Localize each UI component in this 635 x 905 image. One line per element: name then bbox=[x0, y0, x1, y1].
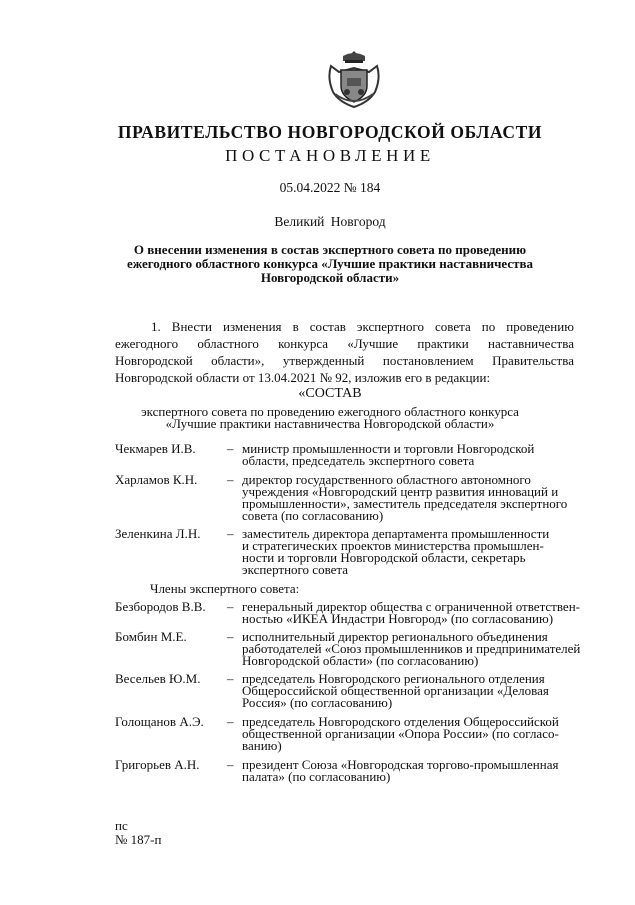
document-type: ПОСТАНОВЛЕНИЕ bbox=[225, 146, 435, 165]
word: экспертного bbox=[356, 319, 424, 334]
word: конкурса bbox=[278, 336, 329, 351]
member-name: Чекмарев И.В. bbox=[115, 441, 196, 456]
member-role bbox=[242, 443, 592, 467]
paragraph-line bbox=[115, 318, 574, 335]
composition-title: «СОСТАВ bbox=[298, 386, 362, 401]
role-line: ностью «ИКЕА Индастри Новгород» (по согласованию) bbox=[242, 611, 554, 626]
member-name: Голощанов А.Э. bbox=[115, 714, 204, 729]
role-line: председатель Новгородского отделения Общероссийской bbox=[242, 714, 559, 729]
word: наставничества bbox=[487, 336, 574, 351]
dash: – bbox=[227, 441, 234, 456]
word: 1. bbox=[151, 319, 161, 334]
role-line: работодателей «Союз промышленников и предпринимателей bbox=[242, 641, 581, 656]
word: по bbox=[481, 319, 496, 334]
role-line: Общероссийской общественной организации «Деловая bbox=[242, 683, 549, 698]
role-line: заместитель директора департамента промышленности bbox=[242, 526, 550, 541]
role-line: генеральный директор общества с ограниченной ответствен- bbox=[242, 599, 580, 614]
coat-of-arms-icon bbox=[325, 48, 383, 110]
dash: – bbox=[227, 629, 234, 644]
role-line: экспертного совета bbox=[242, 562, 349, 577]
role-line: директор государственного областного автономного bbox=[242, 472, 531, 487]
main-paragraph bbox=[115, 318, 574, 386]
title-line: Новгородской области» bbox=[260, 270, 400, 285]
role-line: учреждения «Новгородский центр развития инноваций и bbox=[242, 484, 559, 499]
dash: – bbox=[227, 472, 234, 487]
member-role bbox=[242, 631, 592, 667]
member-name: Бомбин М.Е. bbox=[115, 629, 187, 644]
decree-title bbox=[60, 243, 600, 285]
title-line: ежегодного областного конкурса «Лучшие практики наставничества bbox=[126, 256, 534, 271]
word: Внести bbox=[171, 319, 212, 334]
word: проведению bbox=[506, 319, 574, 334]
subtitle-line: экспертного совета по проведению ежегодного областного конкурса bbox=[141, 404, 519, 419]
member-name: Весельев Ю.М. bbox=[115, 671, 201, 686]
composition-subtitle bbox=[60, 406, 600, 430]
member-role bbox=[242, 673, 592, 709]
dash: – bbox=[227, 714, 234, 729]
decree-date-number: 05.04.2022 № 184 bbox=[279, 180, 381, 195]
footer-number: № 187-п bbox=[115, 832, 162, 847]
subtitle-line: «Лучшие практики наставничества Новгородской области» bbox=[165, 416, 495, 431]
word: областного bbox=[197, 336, 259, 351]
word: изменения bbox=[222, 319, 282, 334]
paragraph-line: Новгородской области от 13.04.2021 № 92, изложив его в редакции: bbox=[115, 370, 491, 385]
role-line: ванию) bbox=[242, 738, 282, 753]
word: ежегодного bbox=[115, 336, 179, 351]
role-line: совета (по согласованию) bbox=[242, 508, 384, 523]
role-line: общественной организации «Опора России» (по согласо- bbox=[242, 726, 559, 741]
dash: – bbox=[227, 526, 234, 541]
members-label: Члены экспертного совета: bbox=[150, 581, 300, 596]
word: состав bbox=[309, 319, 346, 334]
government-name: ПРАВИТЕЛЬСТВО НОВГОРОДСКОЙ ОБЛАСТИ bbox=[117, 122, 543, 142]
member-role bbox=[242, 528, 592, 576]
member-role bbox=[242, 716, 592, 752]
word: области», bbox=[211, 353, 265, 368]
member-name: Григорьев А.Н. bbox=[115, 757, 200, 772]
word: совета bbox=[435, 319, 471, 334]
word: практики bbox=[417, 336, 469, 351]
member-name: Безбородов В.В. bbox=[115, 599, 206, 614]
member-name: Харламов К.Н. bbox=[115, 472, 198, 487]
role-line: палата» (по согласованию) bbox=[242, 769, 391, 784]
role-line: и стратегических проектов министерства промышлен- bbox=[242, 538, 544, 553]
paragraph-line bbox=[115, 352, 574, 369]
footer-initials: пс bbox=[115, 818, 128, 833]
city-name: Великий Новгород bbox=[274, 214, 386, 229]
member-name: Зеленкина Л.Н. bbox=[115, 526, 201, 541]
word: Правительства bbox=[492, 353, 574, 368]
dash: – bbox=[227, 757, 234, 772]
role-line: министр промышленности и торговли Новгородской bbox=[242, 441, 535, 456]
role-line: промышленности», заместитель председателя экспертного bbox=[242, 496, 568, 511]
role-line: Новгородской области» (по согласованию) bbox=[242, 653, 479, 668]
role-line: президент Союза «Новгородская торгово-промышленная bbox=[242, 757, 559, 772]
role-line: Россия» (по согласованию) bbox=[242, 695, 393, 710]
word: Новгородской bbox=[115, 353, 193, 368]
paragraph-line bbox=[115, 335, 574, 352]
title-line: О внесении изменения в состав экспертного совета по проведению bbox=[133, 242, 527, 257]
word: «Лучшие bbox=[347, 336, 399, 351]
member-role bbox=[242, 601, 592, 625]
role-line: ности и торговли Новгородской области, секретарь bbox=[242, 550, 526, 565]
word: утвержденный bbox=[282, 353, 365, 368]
role-line: председатель Новгородского регионального отделения bbox=[242, 671, 545, 686]
member-role bbox=[242, 474, 592, 522]
word: постановлением bbox=[382, 353, 474, 368]
dash: – bbox=[227, 599, 234, 614]
dash: – bbox=[227, 671, 234, 686]
member-role bbox=[242, 759, 592, 783]
role-line: области, председатель экспертного совета bbox=[242, 453, 475, 468]
role-line: исполнительный директор регионального объединения bbox=[242, 629, 548, 644]
word: в bbox=[292, 319, 299, 334]
